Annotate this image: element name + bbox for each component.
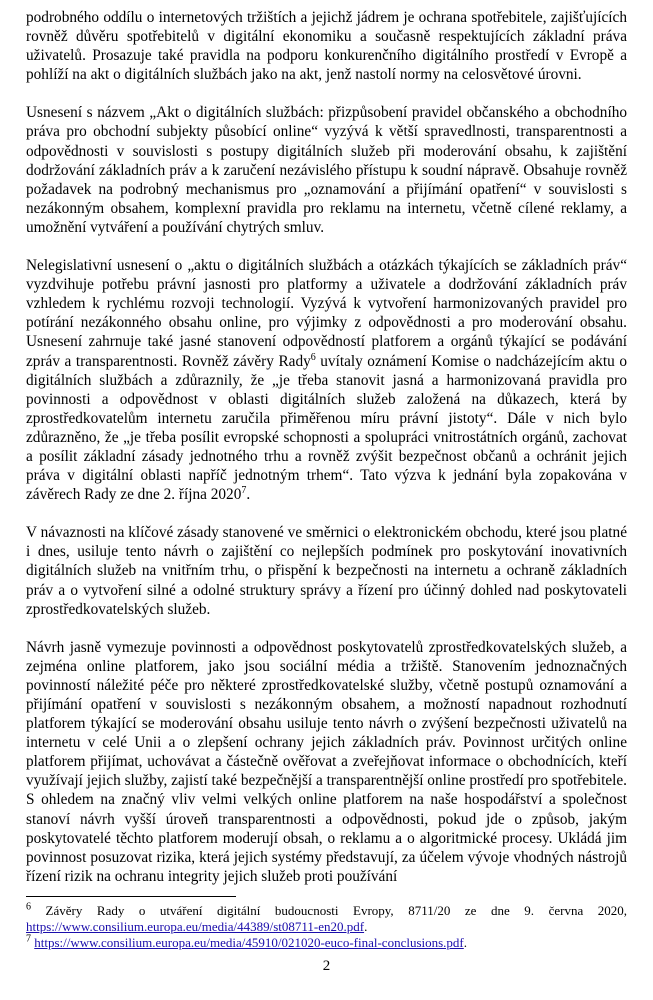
footnote-7-number: 7: [26, 933, 31, 945]
footnote-7-period: .: [463, 934, 468, 950]
footnote-6-number: 6: [26, 901, 31, 913]
paragraph-3: [26, 256, 627, 504]
paragraph-3-part-c: .: [246, 486, 251, 504]
footnote-6: [26, 903, 627, 935]
footnote-6-text: Závěry Rady o utváření digitální budoucnosti Evropy, 8711/20 ze dne 9. června 2020,: [45, 902, 628, 918]
footnote-6-link[interactable]: https://www.consilium.europa.eu/media/44389/st08711-en20.pdf: [26, 918, 365, 934]
footnote-divider: [26, 896, 236, 897]
paragraph-2: Usnesení s názvem „Akt o digitálních službách: přizpůsobení pravidel občanského a obchodního práva pro obchodní subjekty působící online“ vyzývá k větší spravedlnosti, transparentnosti a odpovědnosti v souvislosti s postupy digitálních služeb při moderování obsahu, k zajištění dodržování základních práv a k zaručení nezávislého přístupu k soudní nápravě. Obsahuje rovněž požadavek na podrobný mechanismus pro „oznamování a přijímání opatření“ v souvislosti s nezákonným obsahem, komplexní pravidla pro reklamu na internetu, včetně cílené reklamy, a umožnění vytváření a používání chytrých smluv.: [26, 104, 627, 236]
paragraph-5: Návrh jasně vymezuje povinnosti a odpovědnost poskytovatelů zprostředkovatelských služeb, a zejména online platforem, jako jsou sociální média a tržiště. Stanovením jednoznačných povinností náležité péče pro některé zprostředkovatelské služby, včetně postupů oznamování a přijímání opatření v souvislosti s nezákonným obsahem, a možností napadnout rozhodnutí platforem týkající se moderování obsahu usiluje tento návrh o zvýšení bezpečnosti uživatelů na internetu v celé Unii a o zlepšení ochrany jejich základních práv. Povinnost určitých online platforem přijímat, uchovávat a částečně ověřovat a zveřejňovat informace o obchodnících, kteří využívají jejich služby, zajistí také bezpečnější a transparentnější online prostředí pro spotřebitele. S ohledem na značný vliv velmi velkých online platforem na naše hospodářství a společnost stanoví návrh vyšší úroveň transparentnosti a odpovědnosti, pokud jde o způsob, jakým poskytovatelé těchto platforem moderují obsah, o reklamu a o algoritmické procesy. Ukládá jim povinnost posuzovat rizika, která jejich systémy představují, za účelem vývoje vhodných nástrojů řízení rizik na ochranu integrity jejich služeb proti používání: [26, 638, 627, 885]
document-page: [26, 8, 627, 992]
page-number: 2: [322, 958, 331, 974]
paragraph-1: podrobného oddílu o internetových tržištích a jejichž jádrem je ochrana spotřebitele, zajišťujících rovněž důvěru spotřebitelů v digitální ekonomiku a současně respektujících základní práva uživatelů. Prosazuje také pravidla na podporu konkurenčního digitálního prostředí v Evropě a pohlíží na akt o digitálních službách jako na akt, jenž nastolí normy na celosvětové úrovni.: [26, 9, 627, 84]
footnote-7: [26, 935, 627, 951]
footnote-6-period: .: [364, 918, 368, 934]
paragraph-3-part-a: Nelegislativní usnesení o „aktu o digitálních službách a otázkách týkajících se základních práv“ vyzdvihuje potřebu právní jasnosti pro platformy a uživatele a dodržování základních práv vzhledem k rychlému rozvoji technologií. Vyzývá k vytvoření harmonizovaných pravidel pro potírání nezákonného obsahu online, pro výjimky z odpovědnosti a pro moderování obsahu. Usnesení zahrnuje také jasné stanovení odpovědností platforem a orgánů týkající se podávání zpráv a transparentnosti. Rovněž závěry Rady: [26, 257, 627, 370]
paragraph-4: V návaznosti na klíčové zásady stanovené ve směrnici o elektronickém obchodu, které jsou platné i dnes, usiluje tento návrh o zajištění co nejlepších podmínek pro poskytování inovativních digitálních služeb na vnitřním trhu, o přispění k bezpečnosti na internetu a ochraně základních práv a o vytvoření silné a odolné struktury správy a řízení pro účinný dohled nad poskytovateli zprostředkovatelských služeb.: [26, 524, 627, 618]
footnote-ref-6[interactable]: 6: [310, 351, 316, 363]
footnote-ref-7[interactable]: 7: [241, 485, 247, 497]
paragraph-3-part-b: uvítaly oznámení Komise o nadcházejícím aktu o digitálních službách a zdůraznily, že „je třeba stanovit jasná a harmonizovaná pravidla pro povinnosti a odpovědnost v oblasti digitálních služeb založená na důkazech, která by zprostředkovatelům internetu zaručila přiměřenou míru právní jistoty“. Dále v nich bylo zdůrazněno, že „je třeba posílit evropské schopnosti a spolupráci vnitrostátních orgánů, zachovat a posílit základní zásady jednotného trhu a rovněž zvýšit bezpečnost občanů a ochránit jejich práva v digitální oblasti napříč jednotným trhem“. Tato výzva k jednání byla zopakována v závěrech Rady ze dne 2. října 2020: [26, 352, 627, 504]
footnote-7-link[interactable]: https://www.consilium.europa.eu/media/45910/021020-euco-final-conclusions.pdf: [34, 934, 464, 950]
